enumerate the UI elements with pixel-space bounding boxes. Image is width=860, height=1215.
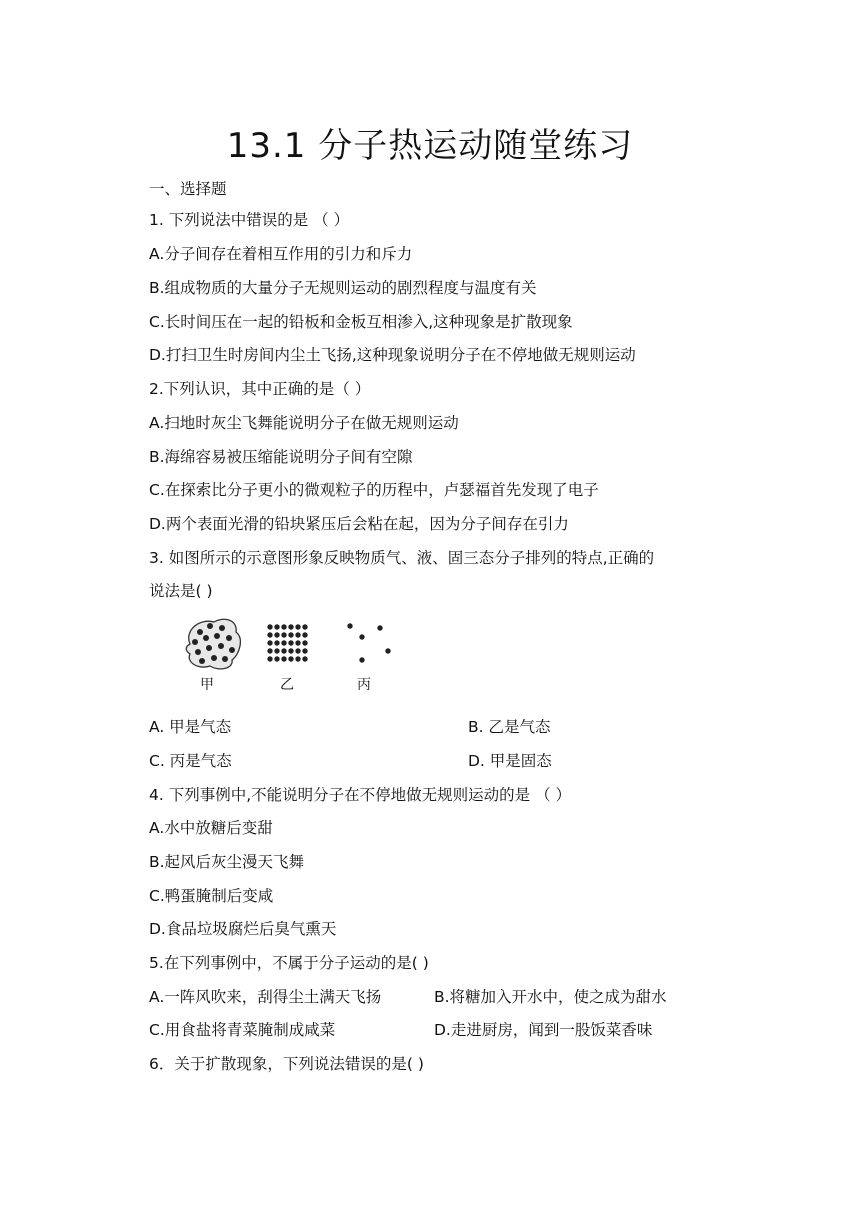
q1-option-a: A.分子间存在着相互作用的引力和斥力	[149, 245, 413, 263]
q2-option-c: C.在探索比分子更小的微观粒子的历程中，卢瑟福首先发现了电子	[149, 481, 599, 499]
q5-stem: 5.在下列事例中，不属于分子运动的是( )	[149, 954, 429, 972]
molecule-diagram	[180, 614, 410, 700]
q3-option-a: A. 甲是气态	[149, 718, 232, 736]
q2-stem: 2.下列认识，其中正确的是（ ）	[149, 380, 371, 398]
q4-stem: 4. 下列事例中,不能说明分子在不停地做无规则运动的是 （ ）	[149, 786, 571, 804]
q2-option-a: A.扫地时灰尘飞舞能说明分子在做无规则运动	[149, 414, 459, 432]
q3-option-b: B. 乙是气态	[468, 718, 551, 736]
grid-molecules	[267, 624, 307, 661]
figure-label-bing: 丙	[357, 677, 371, 693]
q5-option-a: A.一阵风吹来，刮得尘土满天飞扬	[149, 988, 382, 1006]
q2-option-d: D.两个表面光滑的铅块紧压后会粘在起，因为分子间存在引力	[149, 515, 569, 533]
q3-stem-line1: 3. 如图所示的示意图形象反映物质气、液、固三态分子排列的特点,正确的	[149, 549, 655, 567]
q6-stem: 6．关于扩散现象，下列说法错误的是( )	[149, 1055, 424, 1073]
q4-option-a: A.水中放糖后变甜	[149, 819, 273, 837]
molecule-arrangement-figure	[180, 614, 410, 700]
q1-option-b: B.组成物质的大量分子无规则运动的剧烈程度与温度有关	[149, 279, 537, 297]
q4-option-d: D.食品垃圾腐烂后臭气熏天	[149, 920, 337, 938]
q3-stem-line2: 说法是( )	[149, 582, 213, 600]
q3-option-d: D. 甲是固态	[468, 752, 552, 770]
q1-stem: 1. 下列说法中错误的是 （ ）	[149, 211, 350, 229]
figure-label-yi: 乙	[280, 677, 294, 693]
q1-option-d: D.打扫卫生时房间内尘土飞扬,这种现象说明分子在不停地做无规则运动	[149, 346, 636, 364]
q4-option-b: B.起风后灰尘漫天飞舞	[149, 853, 305, 871]
section-heading: 一、选择题	[149, 180, 227, 198]
figure-label-jia: 甲	[200, 677, 214, 693]
q2-option-b: B.海绵容易被压缩能说明分子间有空隙	[149, 448, 413, 466]
q1-option-c: C.长时间压在一起的铅板和金板互相渗入,这种现象是扩散现象	[149, 313, 573, 331]
q3-option-c: C. 丙是气态	[149, 752, 232, 770]
q5-option-b: B.将糖加入开水中，使之成为甜水	[434, 988, 667, 1006]
page-title: 13.1 分子热运动随堂练习	[226, 126, 634, 166]
q5-option-c: C.用食盐将青菜腌制成咸菜	[149, 1021, 336, 1039]
q4-option-c: C.鸭蛋腌制后变咸	[149, 887, 274, 905]
q5-option-d: D.走进厨房，闻到一股饭菜香味	[434, 1021, 653, 1039]
scattered-molecules	[347, 623, 390, 662]
